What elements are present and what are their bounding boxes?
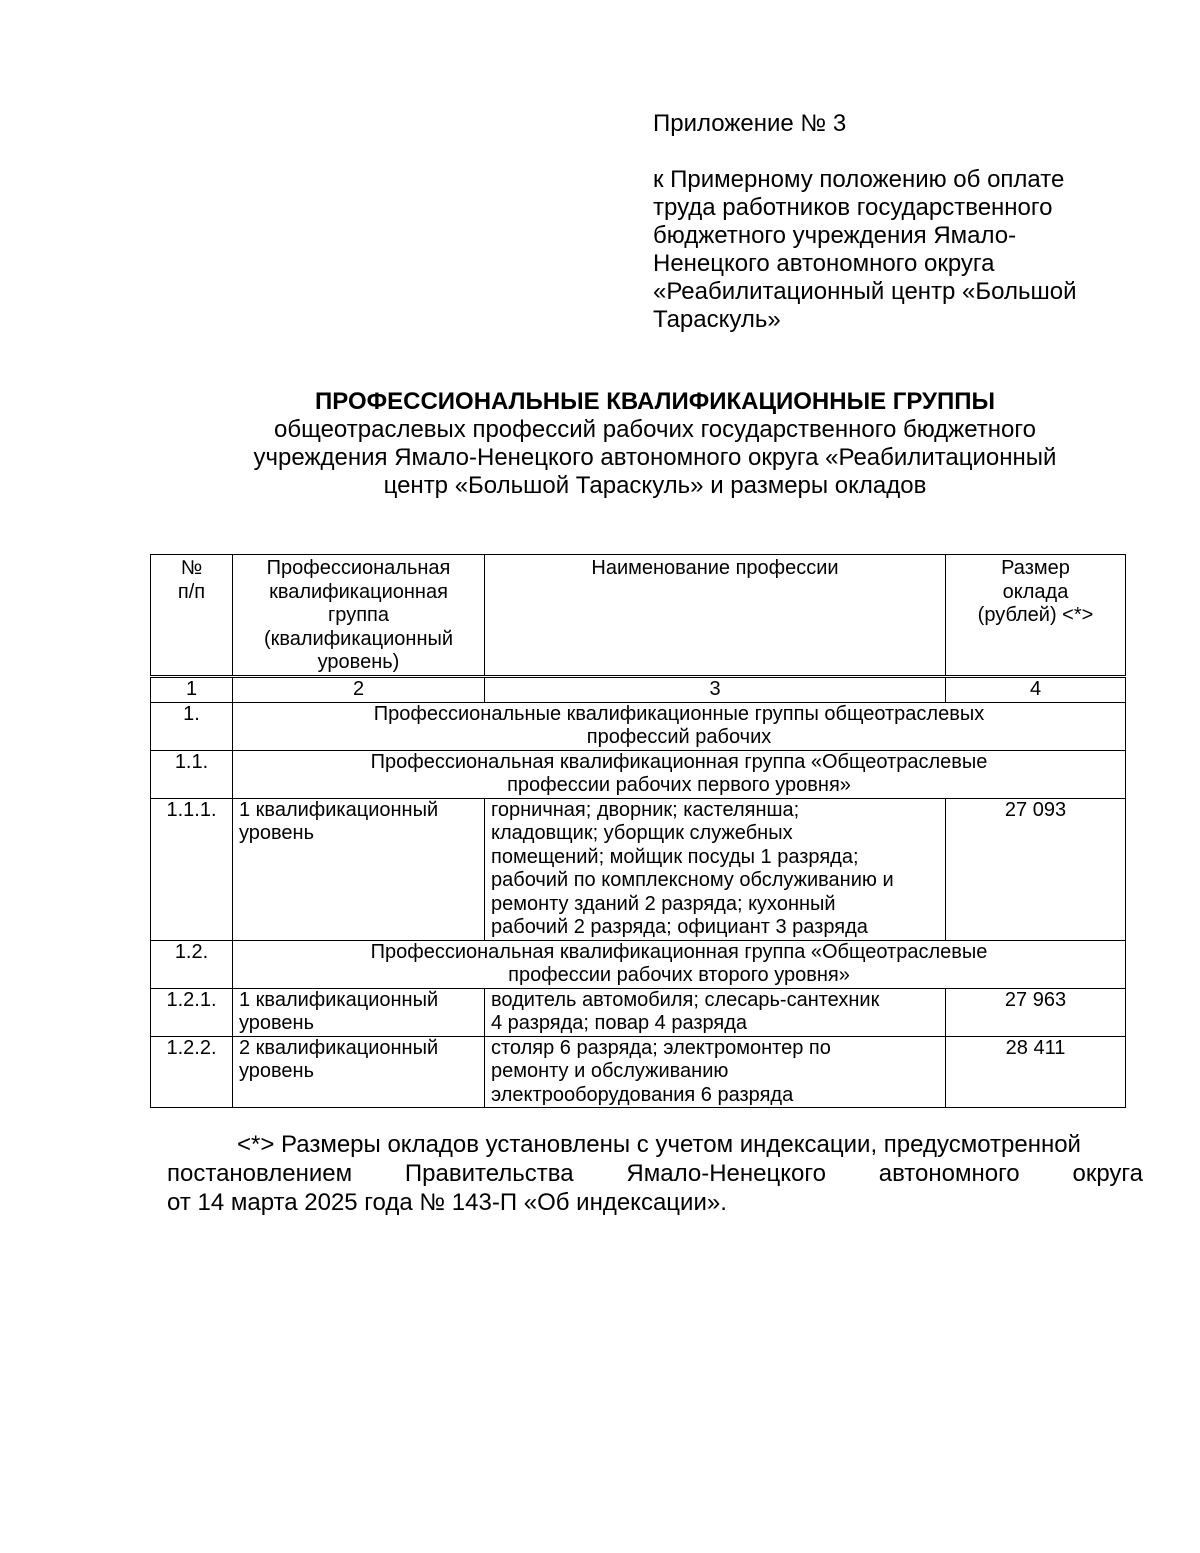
salary-value: 27 093 (946, 798, 1126, 940)
section-title-line: профессий рабочих (586, 726, 772, 748)
header-text: (квалификационный (263, 627, 454, 650)
profession-list (485, 1036, 946, 1108)
header-text: Наименование профессии (591, 557, 839, 579)
profession-line: помещений; мойщик посуды 1 разряда; (491, 845, 859, 868)
header-salary (946, 555, 1126, 676)
column-number: 3 (485, 678, 946, 703)
profession-list (485, 988, 946, 1036)
qualification-level (233, 988, 485, 1036)
column-number: 2 (233, 678, 485, 703)
document-title (150, 388, 1160, 500)
header-group (233, 555, 485, 676)
appendix-line: «Реабилитационный центр «Большой (653, 278, 1077, 305)
appendix-line: Ненецкого автономного округа (653, 250, 995, 277)
appendix-number: Приложение № 3 (653, 110, 847, 137)
level-line: уровень (239, 822, 315, 844)
row-number: 1. (151, 702, 233, 750)
footnote-line: от 14 марта 2025 года № 143-П «Об индексации». (167, 1189, 727, 1216)
section-title (233, 702, 1126, 750)
group-title-line: Профессиональная квалификационная группа «Общеотраслевые (370, 750, 988, 773)
header-text: квалификационная (269, 580, 448, 603)
footnote-line: <*> Размеры окладов установлены с учетом индексации, предусмотренной (237, 1131, 1081, 1158)
header-row (151, 555, 1126, 676)
header-text: Размер (1001, 557, 1070, 579)
profession-line: водитель автомобиля; слесарь-сантехник (491, 988, 880, 1011)
group-row (151, 750, 1126, 798)
footnote-word: Правительства (404, 1160, 574, 1187)
header-text: уровень) (317, 651, 400, 673)
title-main: ПРОФЕССИОНАЛЬНЫЕ КВАЛИФИКАЦИОННЫЕ ГРУППЫ (315, 388, 995, 415)
header-text: (рублей) <*> (977, 604, 1094, 626)
group-title (233, 750, 1126, 798)
header-num (151, 555, 233, 676)
header-text: оклада (1002, 580, 1069, 603)
profession-list (485, 798, 946, 940)
row-number: 1.1. (151, 750, 233, 798)
footnote-word: Ямало-Ненецкого (626, 1160, 826, 1187)
header-text: п/п (177, 580, 206, 603)
table-row (151, 988, 1126, 1036)
footnote-justified-line (167, 1159, 1143, 1188)
row-number: 1.1.1. (151, 798, 233, 940)
profession-line: ремонту зданий 2 разряда; кухонный (491, 892, 836, 915)
title-subline: центр «Большой Тараскуль» и размеры окладов (383, 472, 927, 499)
header-text: группа (328, 604, 389, 626)
group-title-line: профессии рабочих первого уровня» (507, 774, 851, 796)
salary-table (150, 677, 1126, 1108)
qualification-level (233, 798, 485, 940)
header-text: № (180, 557, 203, 579)
profession-line: 4 разряда; повар 4 разряда (491, 1012, 748, 1034)
qualification-level (233, 1036, 485, 1108)
group-title-line: Профессиональная квалификационная группа «Общеотраслевые (370, 940, 988, 963)
footnote-word: округа (1072, 1160, 1143, 1187)
profession-line: кладовщик; уборщик служебных (491, 822, 793, 844)
title-subline: общеотраслевых профессий рабочих государственного бюджетного (274, 416, 1036, 443)
group-row (151, 940, 1126, 988)
profession-line: ремонту и обслуживанию (491, 1060, 729, 1082)
level-line: 1 квалификационный (239, 988, 439, 1011)
level-line: 1 квалификационный (239, 798, 439, 821)
appendix-line: к Примерному положению об оплате (653, 166, 1065, 193)
table-row (151, 798, 1126, 940)
footnote (167, 1130, 1143, 1217)
profession-line: столяр 6 разряда; электромонтер по (491, 1036, 831, 1059)
table-header (150, 554, 1126, 676)
row-number: 1.2.1. (151, 988, 233, 1036)
profession-line: горничная; дворник; кастелянша; (491, 798, 800, 821)
profession-line: рабочий 2 разряда; официант 3 разряда (491, 916, 868, 938)
section-title-line: Профессиональные квалификационные группы общеотраслевых (373, 702, 985, 725)
column-number: 1 (151, 678, 233, 703)
header-text: Профессиональная (266, 557, 451, 579)
level-line: 2 квалификационный (239, 1036, 439, 1059)
section-row (151, 702, 1126, 750)
column-number-row (151, 678, 1126, 703)
level-line: уровень (239, 1012, 315, 1034)
appendix-line: Тараскуль» (653, 306, 781, 333)
column-number: 4 (946, 678, 1126, 703)
footnote-word: автономного (878, 1160, 1020, 1187)
group-title-line: профессии рабочих второго уровня» (508, 964, 850, 986)
profession-line: электрооборудования 6 разряда (491, 1083, 794, 1106)
level-line: уровень (239, 1060, 315, 1082)
profession-line: рабочий по комплексному обслуживанию и (491, 869, 894, 891)
appendix-line: бюджетного учреждения Ямало- (653, 222, 1017, 249)
appendix-line: труда работников государственного (653, 194, 1053, 221)
salary-value: 27 963 (946, 988, 1126, 1036)
footnote-word: постановлением (167, 1160, 353, 1187)
row-number: 1.2.2. (151, 1036, 233, 1108)
row-number: 1.2. (151, 940, 233, 988)
table-row (151, 1036, 1126, 1108)
header-profession (485, 555, 946, 676)
group-title (233, 940, 1126, 988)
salary-value: 28 411 (946, 1036, 1126, 1108)
title-subline: учреждения Ямало-Ненецкого автономного округа «Реабилитационный (253, 444, 1057, 471)
appendix-block (653, 110, 1123, 334)
